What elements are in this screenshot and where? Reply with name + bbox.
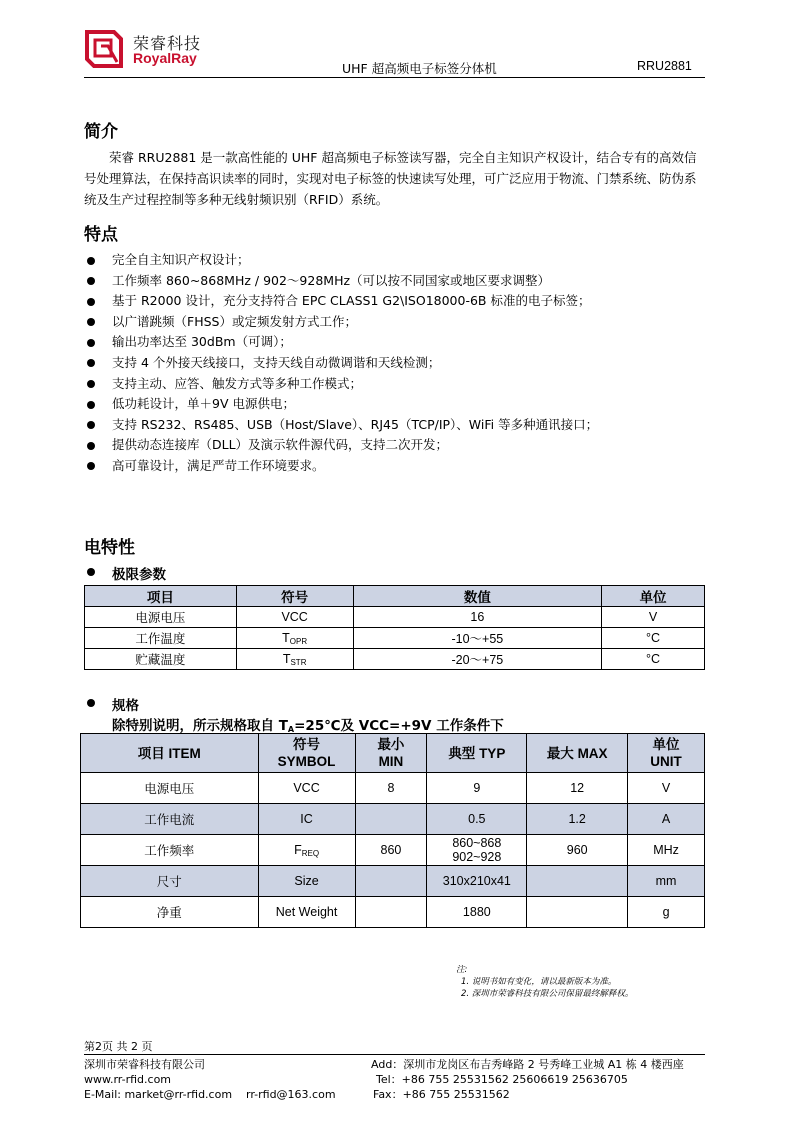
company-name-en: RoyalRay: [133, 50, 197, 66]
cell-unit: V: [628, 773, 705, 804]
cell-typ: 1880: [427, 897, 527, 928]
specs-title: 规格: [112, 698, 139, 714]
table-row: [81, 866, 705, 897]
column-header: 最大 MAX: [527, 734, 628, 773]
company-logo-icon: [84, 29, 124, 69]
electrical-heading: 电特性: [84, 538, 135, 558]
cell-item: 电源电压: [85, 607, 237, 628]
column-header: 符号: [236, 586, 353, 607]
cell-min: [355, 897, 427, 928]
footer-divider: [84, 1054, 705, 1055]
table-header-row: [85, 586, 705, 607]
features-heading: 特点: [84, 225, 118, 245]
footer-email-alt[interactable]: rr-rfid@163.com: [246, 1088, 336, 1101]
list-item: 输出功率达至 30dBm（可调）；: [84, 332, 724, 353]
cell-item: 贮藏温度: [85, 649, 237, 670]
bullet-icon: [87, 699, 95, 707]
cell-max: 960: [527, 835, 628, 866]
list-item: 高可靠设计，满足严苛工作环境要求。: [84, 456, 724, 477]
column-header: 项目: [85, 586, 237, 607]
table-row: [81, 804, 705, 835]
limits-title: 极限参数: [112, 567, 166, 583]
cell-unit: A: [628, 804, 705, 835]
list-item: 完全自主知识产权设计；: [84, 250, 724, 271]
column-header: 单位 UNIT: [628, 734, 705, 773]
footer-company: 深圳市荣睿科技有限公司: [84, 1058, 205, 1071]
cell-min: 860: [355, 835, 427, 866]
cell-item: 尺寸: [81, 866, 259, 897]
list-item: 支持 4 个外接天线接口，支持天线自动微调谐和天线检测；: [84, 353, 724, 374]
footer-website[interactable]: www.rr-rfid.com: [84, 1073, 172, 1086]
table-row: [85, 628, 705, 649]
column-header: 典型 TYP: [427, 734, 527, 773]
note-item: 2. 深圳市荣睿科技有限公司保留最终解释权。: [461, 989, 634, 999]
specs-condition: 除特别说明，所示规格取自 $T_A=25℃$及 VCC=+9V 工作条件下: [112, 718, 504, 734]
cell-unit: mm: [628, 866, 705, 897]
footer-fax: Fax：+86 755 25531562: [373, 1088, 510, 1101]
notes-label: 注:: [456, 965, 468, 975]
table-row: [81, 835, 705, 866]
cell-min: [355, 866, 427, 897]
cell-item: 工作频率: [81, 835, 259, 866]
cell-typ: 860~868 902~928: [427, 835, 527, 866]
table-header-row: [81, 734, 705, 773]
cell-typ: 310x210x41: [427, 866, 527, 897]
list-item: 以广谱跳频（FHSS）或定频发射方式工作；: [84, 312, 724, 333]
cell-unit: V: [602, 607, 705, 628]
header-divider: [84, 77, 705, 78]
table-row: [81, 897, 705, 928]
table-row: [85, 607, 705, 628]
list-item: 基于 R2000 设计，充分支持符合 EPC CLASS1 G2\ISO18000-6B 标准的电子标签；: [84, 291, 724, 312]
specs-table: [80, 733, 705, 928]
page-number: 第2页 共 2 页: [84, 1040, 153, 1053]
list-item: 低功耗设计，单＋9V 电源供电；: [84, 394, 724, 415]
bullet-icon: [87, 568, 95, 576]
cell-symbol: $F_{REQ}$: [258, 835, 355, 866]
cell-symbol: Size: [258, 866, 355, 897]
column-header: 数值: [353, 586, 602, 607]
list-item: 支持主动、应答、触发方式等多种工作模式；: [84, 374, 724, 395]
column-header: 项目 ITEM: [81, 734, 259, 773]
column-header: 符号 SYMBOL: [258, 734, 355, 773]
list-item: 支持 RS232、RS485、USB（Host/Slave）、RJ45（TCP/IP）、WiFi 等多种通讯接口；: [84, 415, 724, 436]
company-name-cn: 荣睿科技: [133, 34, 202, 53]
cell-min: 8: [355, 773, 427, 804]
cell-unit: MHz: [628, 835, 705, 866]
list-item: 提供动态连接库（DLL）及演示软件源代码，支持二次开发；: [84, 435, 724, 456]
footer-email[interactable]: E-Mail: market@rr-rfid.com: [84, 1088, 233, 1101]
cell-symbol: $T_{OPR}$: [236, 628, 353, 649]
intro-paragraph: 荣睿 RRU2881 是一款高性能的 UHF 超高频电子标签读写器，完全自主知识产权设计，结合专有的高效信号处理算法，在保持高识读率的同时，实现对电子标签的快速读写处理，可广泛应用于物流、门禁系统、防伪系统及生产过程控制等多种无线射频识别（RFID）系统。: [84, 150, 697, 207]
cell-item: 工作电流: [81, 804, 259, 835]
cell-symbol: VCC: [258, 773, 355, 804]
cell-value: -10～+55: [353, 628, 602, 649]
cell-symbol: $T_{STR}$: [236, 649, 353, 670]
note-item: 1. 说明书如有变化，请以最新版本为准。: [461, 977, 617, 987]
column-header: 最小 MIN: [355, 734, 427, 773]
cell-max: [527, 866, 628, 897]
limits-table: [84, 585, 705, 670]
column-header: 单位: [602, 586, 705, 607]
cell-symbol: IC: [258, 804, 355, 835]
cell-max: 12: [527, 773, 628, 804]
table-row: [85, 649, 705, 670]
footer-tel: Tel：+86 755 25531562 25606619 25636705: [376, 1073, 628, 1086]
cell-typ: 9: [427, 773, 527, 804]
notes: [456, 964, 633, 1000]
cell-unit: °C: [602, 649, 705, 670]
cell-value: 16: [353, 607, 602, 628]
footer-address: Add：深圳市龙岗区布吉秀峰路 2 号秀峰工业城 A1 栋 4 楼西座: [371, 1058, 684, 1071]
intro-heading: 简介: [84, 122, 118, 142]
cell-symbol: VCC: [236, 607, 353, 628]
features-list: [84, 250, 724, 477]
cell-unit: °C: [602, 628, 705, 649]
cell-unit: g: [628, 897, 705, 928]
cell-max: 1.2: [527, 804, 628, 835]
cell-typ: 0.5: [427, 804, 527, 835]
document-title: UHF 超高频电子标签分体机: [342, 61, 497, 76]
cell-value: -20～+75: [353, 649, 602, 670]
cell-item: 电源电压: [81, 773, 259, 804]
cell-max: [527, 897, 628, 928]
list-item: 工作频率 860~868MHz / 902～928MHz（可以按不同国家或地区要求调整）: [84, 271, 724, 292]
cell-item: 工作温度: [85, 628, 237, 649]
cell-min: [355, 804, 427, 835]
model-number: RRU2881: [637, 59, 692, 73]
cell-symbol: Net Weight: [258, 897, 355, 928]
cell-item: 净重: [81, 897, 259, 928]
table-row: [81, 773, 705, 804]
